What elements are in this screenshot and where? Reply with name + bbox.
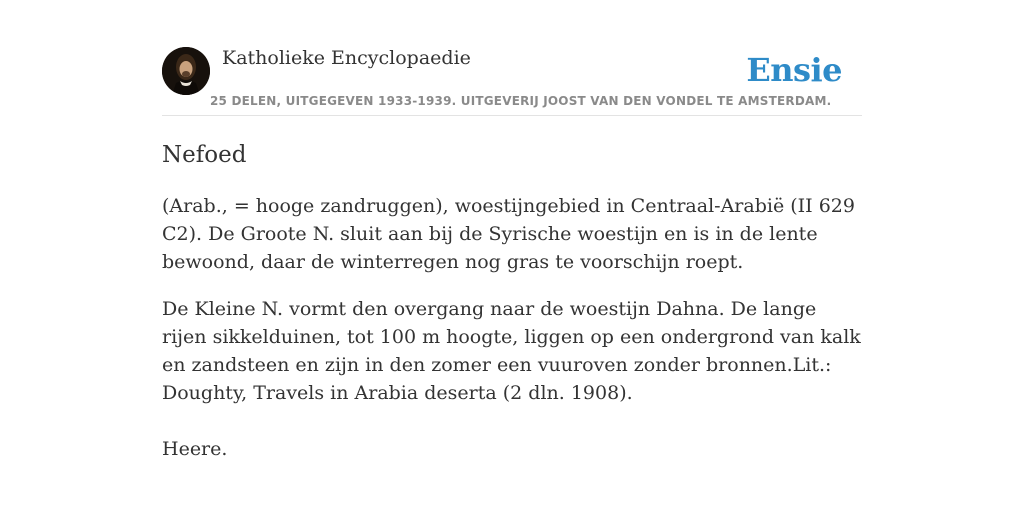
article-paragraph: (Arab., = hooge zandruggen), woestijngebied in Centraal-Arabië (II 629 C2). De Groote N. sluit aan bij de Syrische woestijn en is in de lente bewoond, daar de winterregen nog gras te voorschijn roept. [162,195,855,273]
site-subtitle: 25 DELEN, UITGEGEVEN 1933-1939. UITGEVERIJ JOOST VAN DEN VONDEL TE AMSTERDAM. [210,94,832,108]
portrait-icon [162,47,210,95]
brand-logo[interactable]: Ensie [746,51,842,89]
article-title: Nefoed [162,142,247,168]
page-container [162,0,862,460]
portrait-avatar-icon[interactable] [162,47,210,95]
site-title[interactable]: Katholieke Encyclopaedie [222,47,471,69]
article-paragraph: De Kleine N. vormt den overgang naar de woestijn Dahna. De lange rijen sikkelduinen, tot 100 m hoogte, liggen op een ondergrond van kalk en zandsteen en zijn in den zomer een vuuroven zonder bronnen.Lit.: Doughty, Travels in Arabia deserta (2 dln. 1908). [162,298,861,404]
site-header [162,0,862,116]
article-author: Heere. [162,438,228,460]
